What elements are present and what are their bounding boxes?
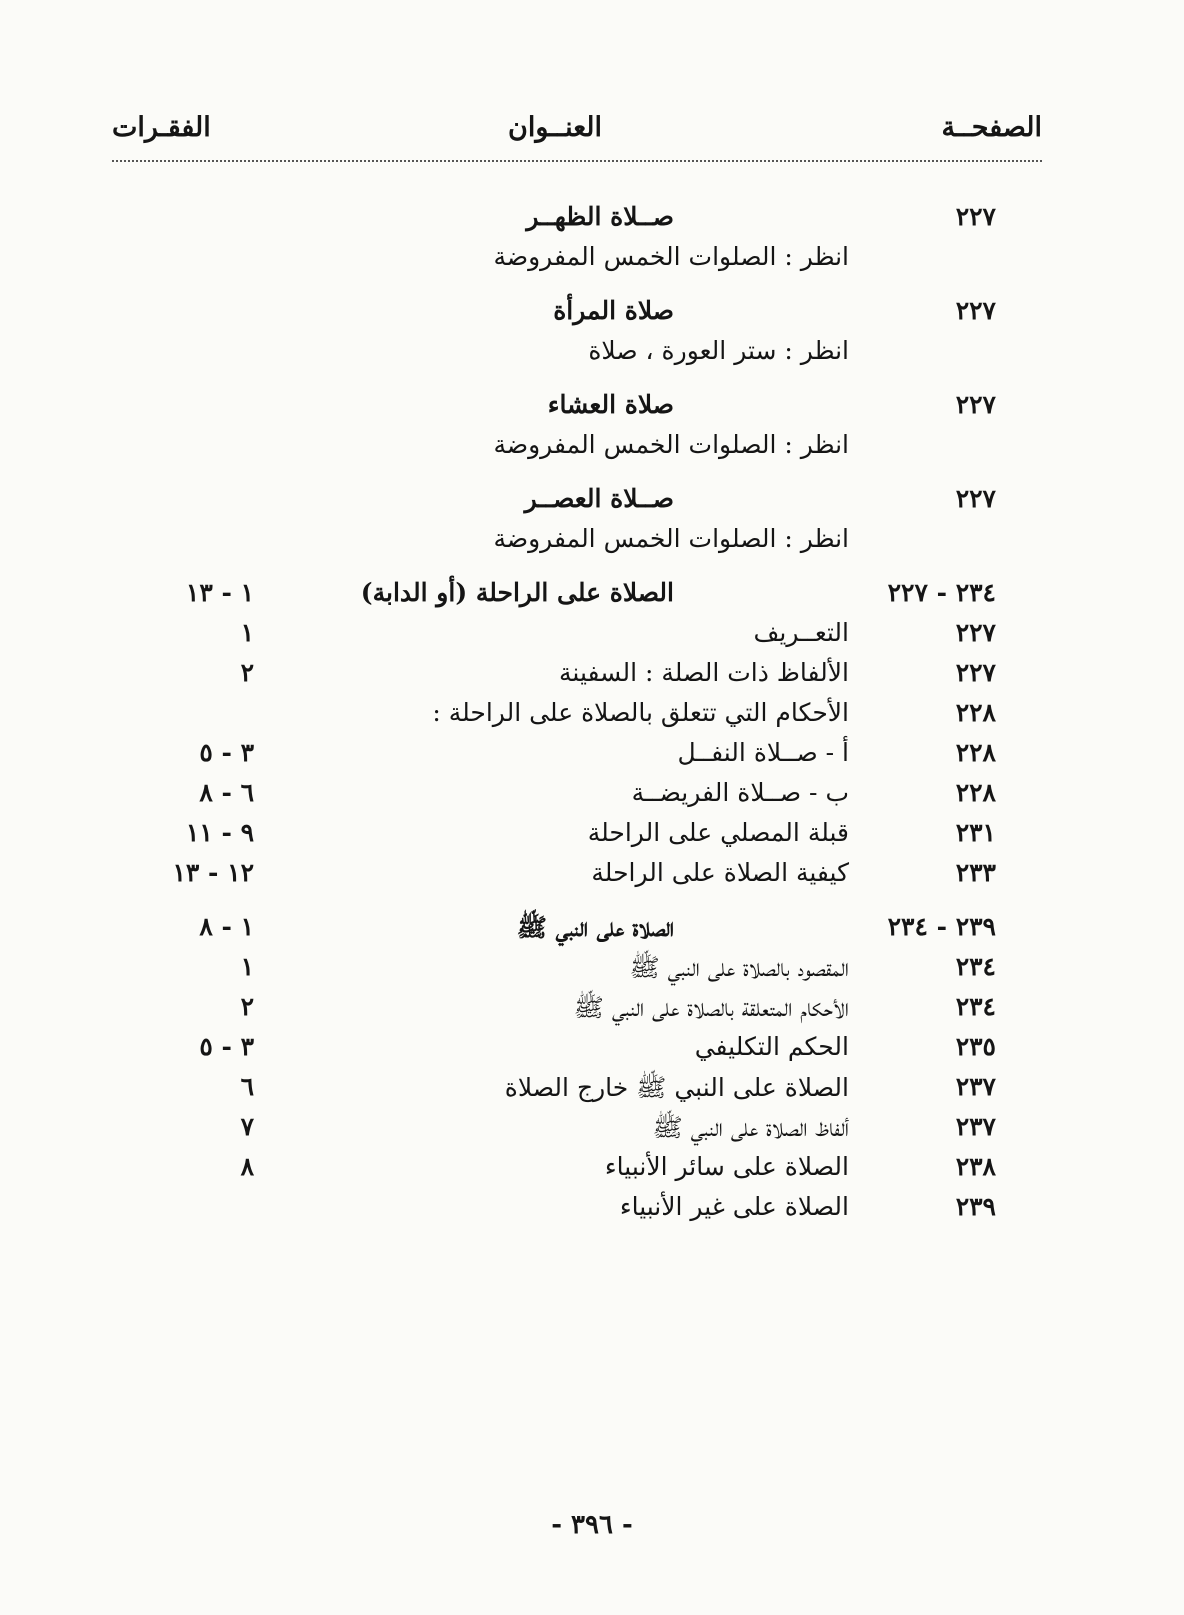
index-entry-row <box>0 856 1184 896</box>
entry-page: ٢٢٧ <box>955 658 996 687</box>
entry-page: ٢٢٨ <box>955 778 996 807</box>
index-entry-row <box>0 1030 1184 1070</box>
index-entry-row <box>0 776 1184 816</box>
entry-title: الصلاة على الراحلة (أو الدابة) <box>360 578 674 607</box>
index-entry-row <box>0 1110 1184 1150</box>
index-entry-row <box>0 1150 1184 1190</box>
entry-paragraphs: ٨ <box>240 1152 254 1181</box>
index-entry-row <box>0 334 1184 374</box>
entry-see-reference: انظر : ستر العورة ، صلاة <box>588 336 849 365</box>
entry-page: ٢٢٧ <box>955 296 996 325</box>
index-entry-row <box>0 696 1184 736</box>
index-entry-row <box>0 1070 1184 1110</box>
entry-see-reference: انظر : الصلوات الخمس المفروضة <box>493 242 849 271</box>
entry-page: ٢٣٤ <box>955 992 996 1021</box>
entry-title: أ - صــلاة النفــل <box>677 738 849 767</box>
entry-page: ٢٣٩ <box>955 1192 996 1221</box>
index-entry-row <box>0 428 1184 468</box>
index-entry-row <box>0 816 1184 856</box>
entry-paragraphs: ١ <box>240 618 254 647</box>
index-entry-row <box>0 522 1184 562</box>
index-entry-row <box>0 616 1184 656</box>
entry-page: ٢٣٧ <box>955 1072 996 1101</box>
entry-title: كيفية الصلاة على الراحلة <box>591 858 849 887</box>
column-header <box>112 112 1042 162</box>
entry-title: الأحكام المتعلقة بالصلاة على النبي ﷺ <box>573 993 849 1022</box>
title-column-label: العنــوان <box>508 112 602 143</box>
entry-page: ٢٣٩ - ٢٣٤ <box>887 912 996 941</box>
entry-paragraphs: ٦ <box>240 1072 254 1101</box>
index-entry-row <box>0 736 1184 776</box>
entry-title: صــلاة الظهــر <box>526 202 674 231</box>
entry-see-reference: انظر : الصلوات الخمس المفروضة <box>493 430 849 459</box>
index-entry-row <box>0 1190 1184 1230</box>
entry-title: الحكم التكليفي <box>694 1032 849 1061</box>
entry-page: ٢٣٨ <box>955 1152 996 1181</box>
entry-title: الصلاة على غير الأنبياء <box>619 1192 849 1221</box>
paragraphs-column-label: الفقـرات <box>112 112 211 143</box>
entry-page: ٢٢٧ <box>955 484 996 513</box>
index-entries <box>0 200 1184 1230</box>
index-entry-row <box>0 990 1184 1030</box>
entry-title: ألفاظ الصلاة على النبي ﷺ <box>652 1113 849 1142</box>
entry-title: صلاة العشاء <box>547 390 674 419</box>
entry-title: صــلاة العصــر <box>524 484 674 513</box>
entry-page: ٢٢٨ <box>955 698 996 727</box>
entry-paragraphs: ٦ - ٨ <box>199 778 254 807</box>
entry-paragraphs: ٩ - ١١ <box>185 818 254 847</box>
entry-page: ٢٣٤ - ٢٢٧ <box>887 578 996 607</box>
index-entry-row <box>0 294 1184 334</box>
entry-paragraphs: ٣ - ٥ <box>199 738 254 767</box>
entry-page: ٢٣٤ <box>955 952 996 981</box>
index-entry-row <box>0 240 1184 280</box>
page-column-label: الصفحــة <box>941 112 1042 143</box>
entry-page: ٢٢٧ <box>955 390 996 419</box>
entry-paragraphs: ١٢ - ١٣ <box>172 858 254 887</box>
entry-paragraphs: ١ - ١٣ <box>185 578 254 607</box>
index-entry-row <box>0 388 1184 428</box>
entry-title: صلاة المرأة <box>553 296 674 325</box>
entry-page: ٢٣٥ <box>955 1032 996 1061</box>
index-entry-row <box>0 482 1184 522</box>
entry-page: ٢٣١ <box>955 818 996 847</box>
entry-paragraphs: ٢ <box>240 992 254 1021</box>
entry-title: قبلة المصلي على الراحلة <box>587 818 849 847</box>
entry-title: المقصود بالصلاة على النبي ﷺ <box>629 953 849 982</box>
entry-title: التعــريف <box>753 618 849 647</box>
index-entry-row <box>0 200 1184 240</box>
entry-paragraphs: ١ <box>240 952 254 981</box>
entry-title: الصلاة على النبي ﷺ خارج الصلاة <box>504 1073 849 1102</box>
dotted-divider <box>112 160 1042 162</box>
entry-title: الصلاة على سائر الأنبياء <box>604 1152 849 1181</box>
entry-paragraphs: ٢ <box>240 658 254 687</box>
entry-page: ٢٢٧ <box>955 618 996 647</box>
entry-page: ٢٣٣ <box>955 858 996 887</box>
index-entry-row <box>0 910 1184 950</box>
entry-title: الصلاة على النبي ﷺ <box>516 913 674 942</box>
page-number: - ٣٩٦ - <box>551 1510 633 1540</box>
index-entry-row <box>0 656 1184 696</box>
entry-title: الأحكام التي تتعلق بالصلاة على الراحلة : <box>432 698 849 727</box>
entry-title: الألفاظ ذات الصلة : السفينة <box>559 658 849 687</box>
entry-paragraphs: ١ - ٨ <box>199 912 254 941</box>
index-entry-row <box>0 576 1184 616</box>
entry-title: ب - صــلاة الفريضــة <box>631 778 849 807</box>
entry-see-reference: انظر : الصلوات الخمس المفروضة <box>493 524 849 553</box>
entry-page: ٢٢٨ <box>955 738 996 767</box>
entry-page: ٢٢٧ <box>955 202 996 231</box>
index-entry-row <box>0 950 1184 990</box>
entry-paragraphs: ٣ - ٥ <box>199 1032 254 1061</box>
entry-paragraphs: ٧ <box>240 1112 254 1141</box>
entry-page: ٢٣٧ <box>955 1112 996 1141</box>
